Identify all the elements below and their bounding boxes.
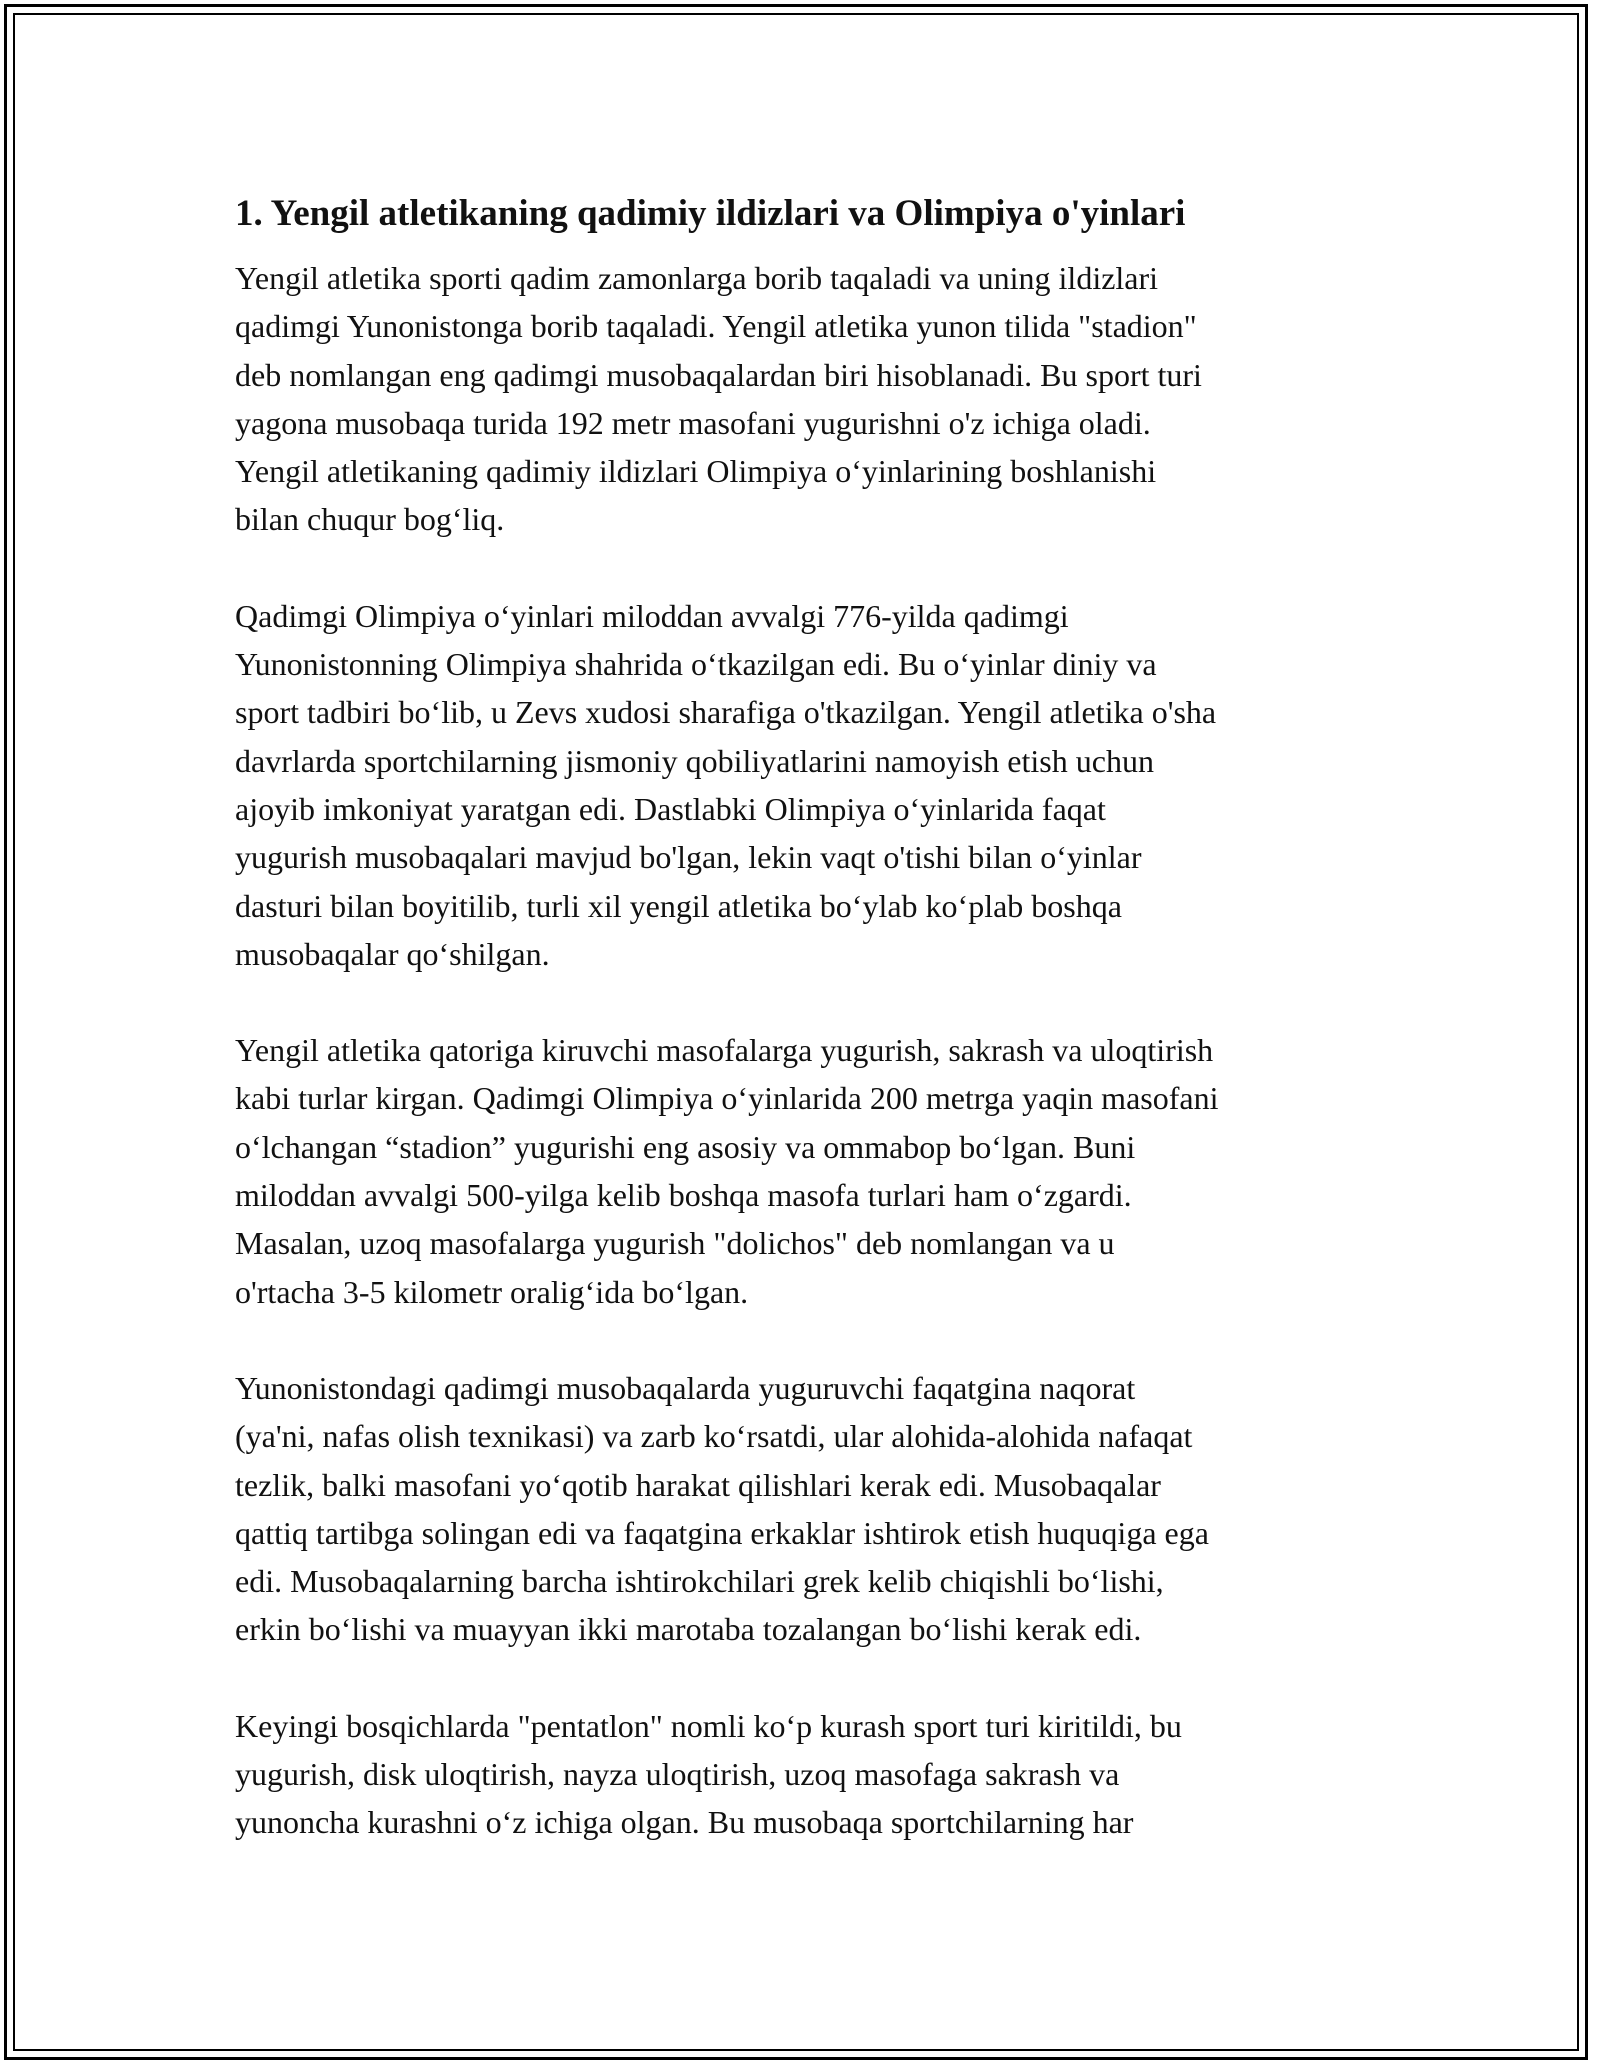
text-line: dasturi bilan boyitilib, turli xil yengil atletika bo‘ylab ko‘plab boshqa xyxy=(235,887,1122,924)
paragraph xyxy=(235,592,1385,978)
text-line: miloddan avvalgi 500-yilga kelib boshqa masofa turlari ham o‘zgardi. xyxy=(235,1177,1132,1214)
text-line: edi. Musobaqalarning barcha ishtirokchilari grek kelib chiqishli bo‘lishi, xyxy=(235,1563,1164,1600)
text-line: yugurish musobaqalari mavjud bo'lgan, lekin vaqt o'tishi bilan o‘yinlar xyxy=(235,839,1142,876)
text-line: (ya'ni, nafas olish texnikasi) va zarb ko‘rsatdi, ular alohida-alohida nafaqat xyxy=(235,1418,1193,1455)
document-body xyxy=(235,190,1385,1895)
text-line: Yunonistonning Olimpiya shahrida o‘tkazilgan edi. Bu o‘yinlar diniy va xyxy=(235,646,1157,683)
paragraph xyxy=(235,1026,1385,1316)
text-line: o‘lchangan “stadion” yugurishi eng asosiy va ommabop bo‘lgan. Buni xyxy=(235,1128,1136,1165)
text-line: qadimgi Yunonistonga borib taqaladi. Yengil atletika yunon tilida "stadion" xyxy=(235,308,1197,345)
text-line: yunoncha kurashni o‘z ichiga olgan. Bu musobaqa sportchilarning har xyxy=(235,1804,1134,1841)
text-line: Yengil atletika qatoriga kiruvchi masofalarga yugurish, sakrash va uloqtirish xyxy=(235,1032,1214,1069)
text-line: deb nomlangan eng qadimgi musobaqalardan biri hisoblanadi. Bu sport turi xyxy=(235,356,1202,393)
text-line: yugurish, disk uloqtirish, nayza uloqtirish, uzoq masofaga sakrash va xyxy=(235,1756,1120,1793)
text-line: o'rtacha 3-5 kilometr oralig‘ida bo‘lgan. xyxy=(235,1273,749,1310)
paragraph xyxy=(235,254,1385,544)
text-line: Qadimgi Olimpiya o‘yinlari miloddan avvalgi 776-yilda qadimgi xyxy=(235,597,1069,634)
text-line: kabi turlar kirgan. Qadimgi Olimpiya o‘yinlarida 200 metrga yaqin masofani xyxy=(235,1080,1219,1117)
paragraph xyxy=(235,1702,1385,1847)
text-line: Keyingi bosqichlarda "pentatlon" nomli ko‘p kurash sport turi kiritildi, bu xyxy=(235,1707,1182,1744)
paragraph xyxy=(235,1364,1385,1654)
text-line: erkin bo‘lishi va muayyan ikki marotaba tozalangan bo‘lishi kerak edi. xyxy=(235,1611,1142,1648)
text-line: musobaqalar qo‘shilgan. xyxy=(235,935,550,972)
text-line: Yengil atletikaning qadimiy ildizlari Olimpiya o‘yinlarining boshlanishi xyxy=(235,453,1157,490)
section-heading: 1. Yengil atletikaning qadimiy ildizlari va Olimpiya o'yinlari xyxy=(235,193,1186,234)
paragraph-container xyxy=(235,254,1385,1847)
text-line: Masalan, uzoq masofalarga yugurish "dolichos" deb nomlangan va u xyxy=(235,1225,1115,1262)
text-line: bilan chuqur bog‘liq. xyxy=(235,501,505,538)
text-line: Yengil atletika sporti qadim zamonlarga borib taqaladi va uning ildizlari xyxy=(235,260,1159,296)
text-line: Yunonistondagi qadimgi musobaqalarda yuguruvchi faqatgina naqorat xyxy=(235,1369,1136,1406)
text-line: ajoyib imkoniyat yaratgan edi. Dastlabki Olimpiya o‘yinlarida faqat xyxy=(235,790,1106,827)
text-line: tezlik, balki masofani yo‘qotib harakat qilishlari kerak edi. Musobaqalar xyxy=(235,1466,1161,1503)
text-line: davrlarda sportchilarning jismoniy qobiliyatlarini namoyish etish uchun xyxy=(235,742,1154,779)
text-line: yagona musobaqa turida 192 metr masofani yugurishni o'z ichiga oladi. xyxy=(235,404,1151,441)
text-line: sport tadbiri bo‘lib, u Zevs xudosi sharafiga o'tkazilgan. Yengil atletika o'sha xyxy=(235,694,1217,731)
text-line: qattiq tartibga solingan edi va faqatgina erkaklar ishtirok etish huquqiga ega xyxy=(235,1514,1209,1551)
